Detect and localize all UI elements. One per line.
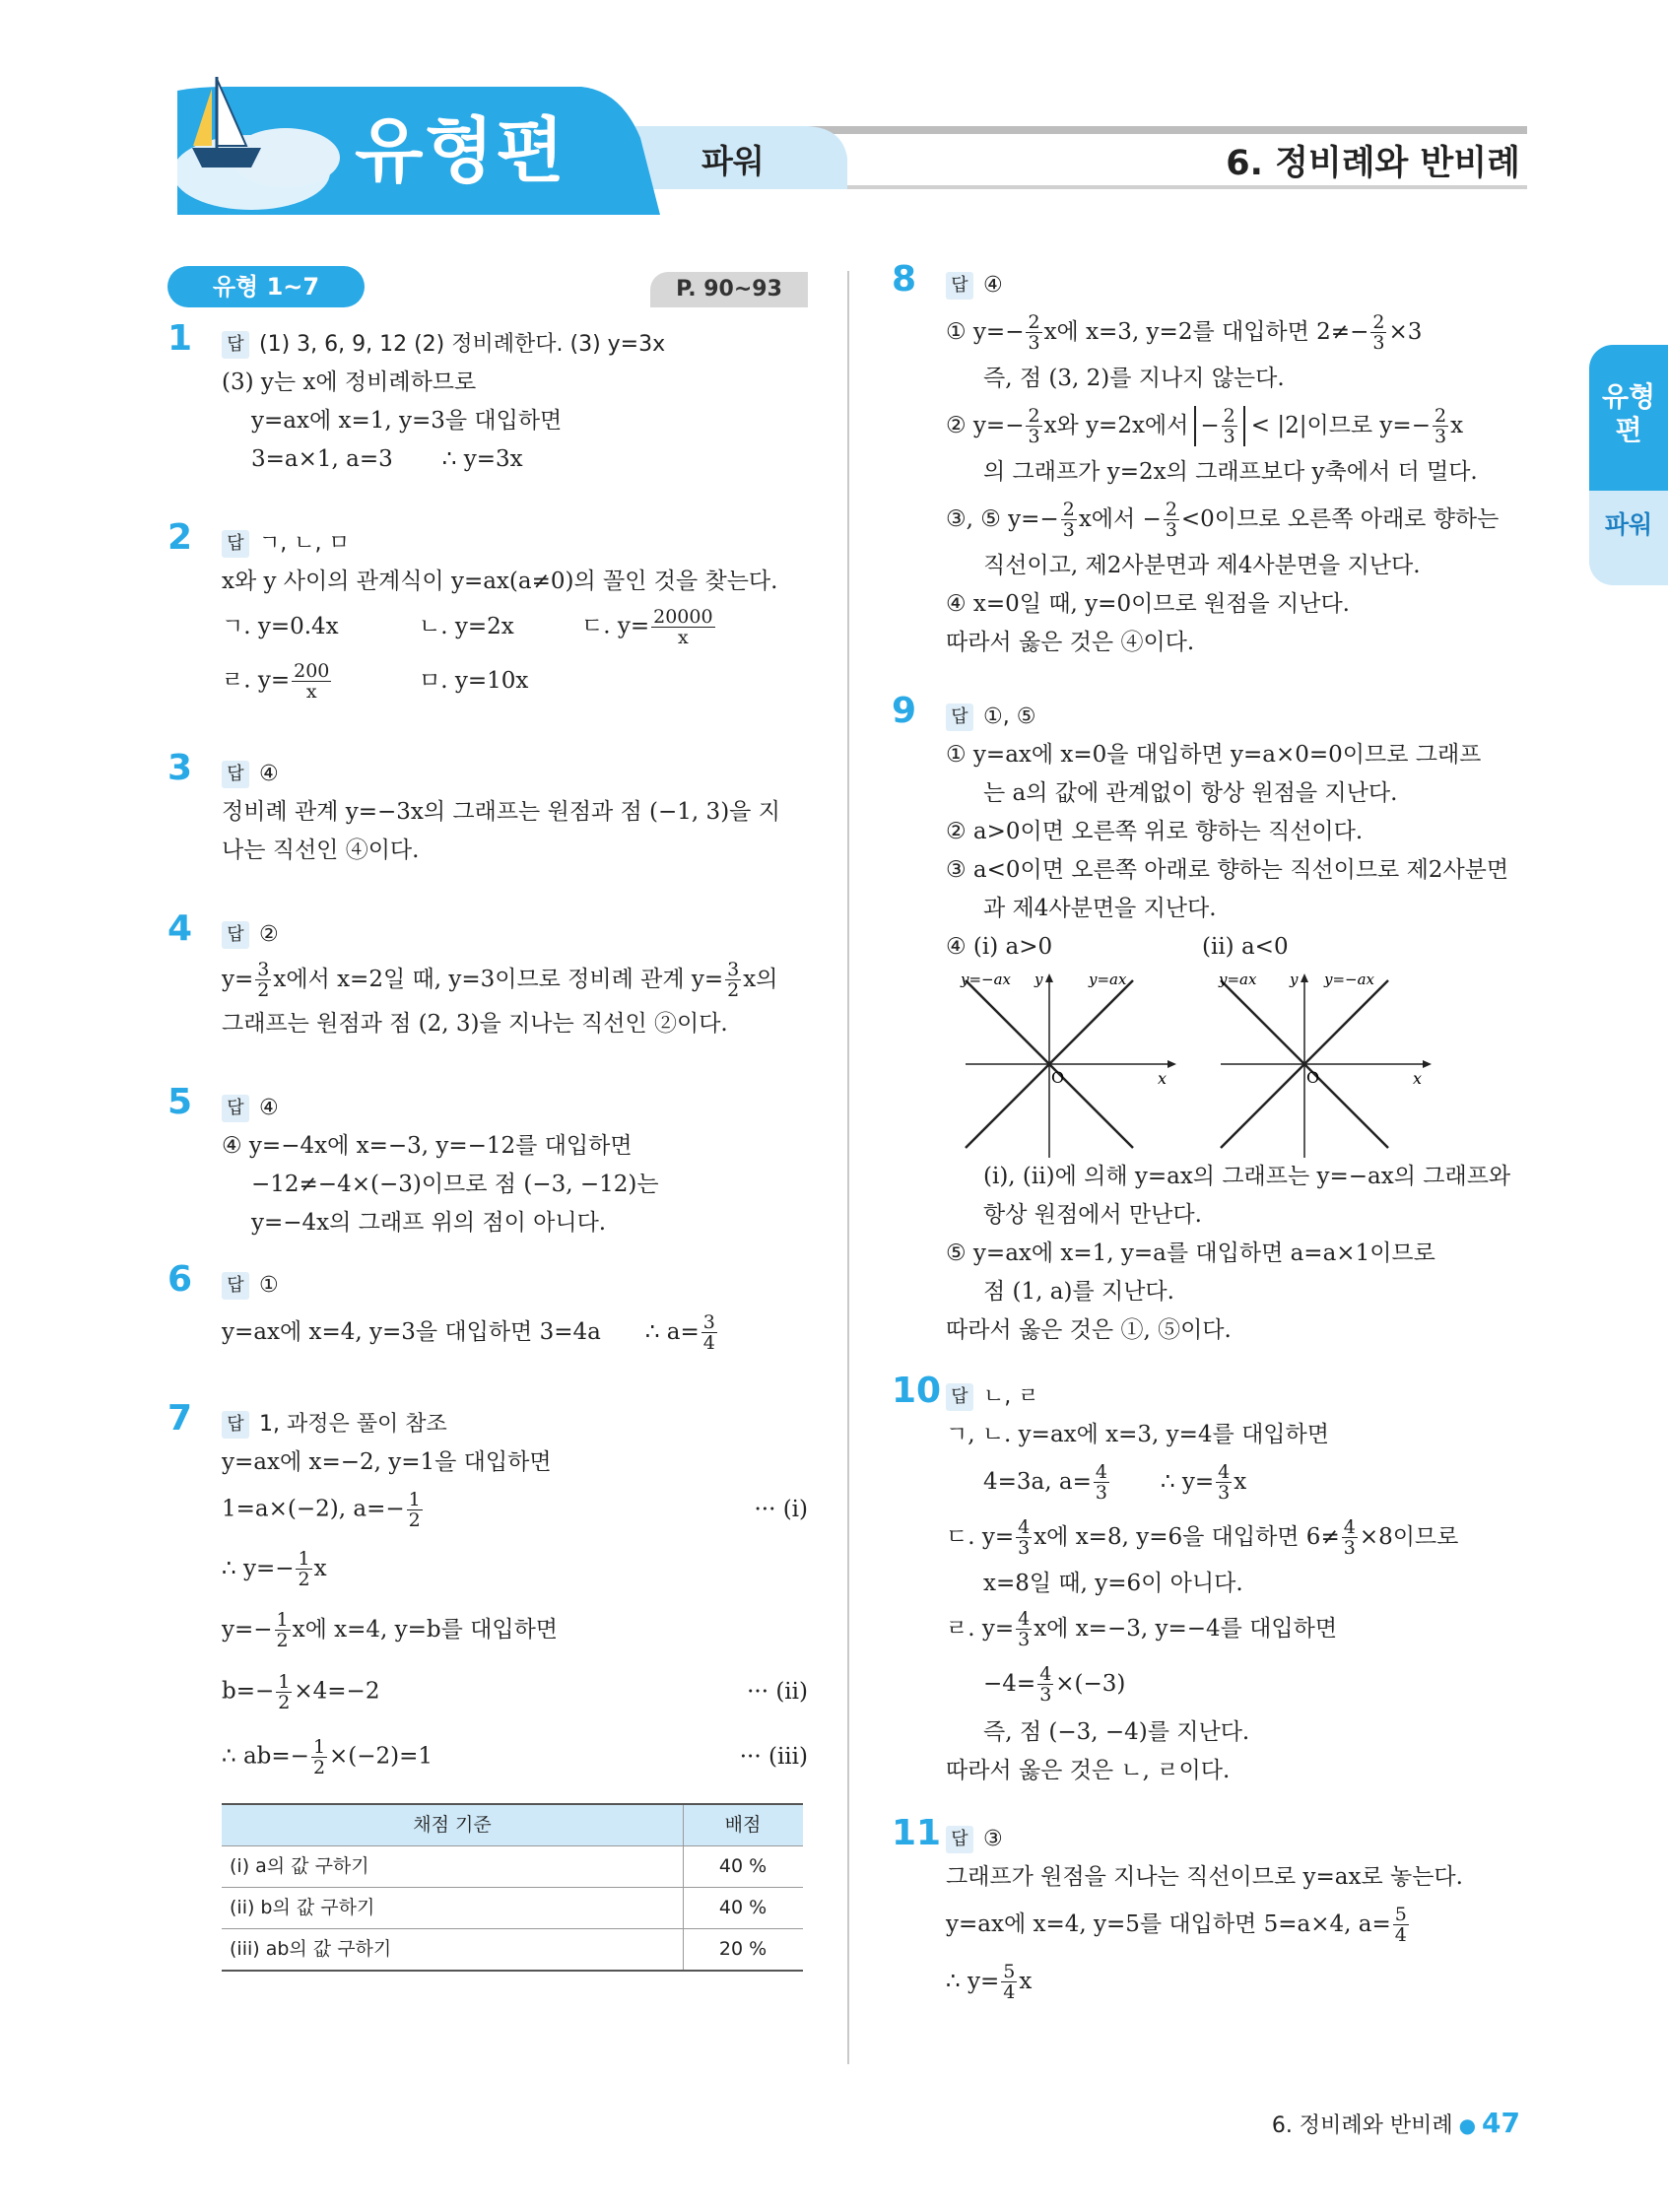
graph-origin: O bbox=[1051, 1068, 1065, 1087]
solution-line: ① y=ax에 x=0을 대입하면 y=a×0=0이므로 그래프 bbox=[946, 742, 1482, 768]
solution-line: ∴ y=− $\frac{1}{2}$ x bbox=[222, 1547, 327, 1590]
solution-line: 1=a×(−2), a=− $\frac{1}{2}$ ··· (i) bbox=[222, 1488, 808, 1531]
solution-line: 3=a×1, a=3 ∴ y=3x bbox=[251, 446, 523, 472]
side-tab-bottom-label: 파워 bbox=[1604, 510, 1653, 539]
solution-line: ③ a<0이면 오른쪽 아래로 향하는 직선이므로 제2사분면 bbox=[946, 857, 1509, 883]
solution-line: ③, ⑤ y=− $\frac{2}{3}$ x에서 − $\frac{2}{3}$ <0이므로 오른쪽 아래로 향하는 bbox=[946, 498, 1500, 541]
answer-text: ① bbox=[259, 1273, 279, 1298]
solution-line: ⑤ y=ax에 x=1, y=a를 대입하면 a=a×1이므로 bbox=[946, 1240, 1435, 1266]
solution-line: 의 그래프가 y=2x의 그래프보다 y축에서 더 멀다. bbox=[983, 459, 1478, 485]
header-title: 유형편 bbox=[355, 109, 567, 192]
graph-label-neg: y=−ax bbox=[1324, 971, 1375, 988]
solution-line: ∴ ab=− $\frac{1}{2}$ ×(−2)=1 ··· (iii) bbox=[222, 1735, 808, 1778]
solution-line: ㄱ, ㄴ. y=ax에 x=3, y=4를 대입하면 bbox=[946, 1422, 1329, 1447]
problem-4 bbox=[167, 908, 808, 1043]
side-index-tab[interactable] bbox=[1589, 345, 1668, 591]
graph-label-pos: y=ax bbox=[1089, 971, 1127, 988]
problem-number: 10 bbox=[892, 1371, 942, 1411]
solution-line: y=ax에 x=4, y=3을 대입하면 3=4a ∴ a= $\frac{3}{4}$ bbox=[222, 1310, 715, 1354]
answer-text: ② bbox=[259, 922, 279, 947]
graph-axis-y: y bbox=[1034, 971, 1043, 988]
section-bar bbox=[167, 266, 808, 307]
solution-line: 따라서 옳은 것은 ㄴ, ㄹ이다. bbox=[946, 1758, 1231, 1783]
header-banner bbox=[0, 0, 1668, 236]
problem-number: 4 bbox=[167, 908, 193, 949]
solution-line: ④ (i) a>0 (ii) a<0 bbox=[946, 934, 1289, 960]
answer-badge: 답 bbox=[946, 1383, 973, 1411]
solution-line: y=− $\frac{1}{2}$ x에 x=4, y=b를 대입하면 bbox=[222, 1608, 559, 1651]
graph-axis-x: x bbox=[1158, 1069, 1168, 1088]
answer-badge: 답 bbox=[222, 921, 249, 949]
problem-number: 8 bbox=[892, 259, 917, 300]
answer-text: 1, 과정은 풀이 참조 bbox=[259, 1412, 447, 1437]
solution-line: 항상 원점에서 만난다. bbox=[983, 1202, 1202, 1228]
header-tab: 파워 bbox=[701, 142, 765, 180]
answer-badge: 답 bbox=[222, 761, 249, 788]
solution-line: −4= $\frac{4}{3}$ ×(−3) bbox=[983, 1662, 1126, 1706]
solution-line: y=ax에 x=−2, y=1을 대입하면 bbox=[222, 1449, 552, 1475]
solution-line: b=− $\frac{1}{2}$ ×4=−2 ··· (ii) bbox=[222, 1670, 808, 1713]
problem-7 bbox=[167, 1398, 808, 1972]
right-column bbox=[892, 259, 1522, 2011]
graph-axis-x: x bbox=[1413, 1069, 1423, 1088]
table-row: (iii) ab의 값 구하기 20 % bbox=[222, 1929, 803, 1972]
choice-e: ㅁ. y=10x bbox=[419, 667, 529, 694]
column-divider bbox=[847, 271, 849, 2064]
graph-b-negative bbox=[1211, 971, 1433, 1158]
solution-line: (i), (ii)에 의해 y=ax의 그래프는 y=−ax의 그래프와 bbox=[983, 1164, 1511, 1189]
problem-number: 11 bbox=[892, 1813, 942, 1853]
answer-text: ㄴ, ㄹ bbox=[983, 1384, 1039, 1409]
footer-dot-icon: ● bbox=[1458, 2113, 1477, 2137]
solution-line: ∴ y= $\frac{5}{4}$ x bbox=[946, 1960, 1033, 2003]
solution-line: (3) y는 x에 정비례하므로 bbox=[222, 369, 477, 395]
solution-line: ② y=− $\frac{2}{3}$ x와 y=2x에서 − $\frac{2}{3}$ < |2|이므로 y=− $\frac{2}{3}$ x bbox=[946, 404, 1464, 447]
solution-line: −12≠−4×(−3)이므로 점 (−3, −12)는 bbox=[251, 1172, 659, 1197]
graph-axis-y: y bbox=[1290, 971, 1299, 988]
problem-number: 2 bbox=[167, 517, 193, 558]
answer-badge: 답 bbox=[946, 1826, 973, 1853]
problem-number: 6 bbox=[167, 1259, 193, 1300]
answer-badge: 답 bbox=[222, 530, 249, 558]
problem-number: 5 bbox=[167, 1082, 193, 1122]
solution-line: 그래프는 원점과 점 (2, 3)을 지나는 직선인 ②이다. bbox=[222, 1011, 728, 1037]
answer-text: ㄱ, ㄴ, ㅁ bbox=[259, 531, 350, 556]
solution-line: ㄷ. y= $\frac{4}{3}$ x에 x=8, y=6을 대입하면 6≠ $\frac{4}{3}$ ×8이므로 bbox=[946, 1515, 1459, 1559]
choice-a: ㄱ. y=0.4x bbox=[222, 613, 339, 639]
solution-line: 그래프가 원점을 지나는 직선이므로 y=ax로 놓는다. bbox=[946, 1864, 1463, 1890]
section-label: 유형 1~7 bbox=[167, 266, 365, 307]
table-header: 배점 bbox=[684, 1804, 804, 1846]
graph-a-positive bbox=[956, 971, 1177, 1158]
table-header: 채점 기준 bbox=[222, 1804, 684, 1846]
answer-text: ④ bbox=[259, 1096, 279, 1120]
table-row: (i) a의 값 구하기 40 % bbox=[222, 1846, 803, 1888]
solution-line: ① y=− $\frac{2}{3}$ x에 x=3, y=2를 대입하면 2≠− $\frac{2}{3}$ ×3 bbox=[946, 310, 1423, 354]
solution-line: y=−4x의 그래프 위의 점이 아니다. bbox=[251, 1210, 607, 1236]
answer-badge: 답 bbox=[946, 272, 973, 300]
problem-5 bbox=[167, 1082, 808, 1242]
solution-line: y=ax에 x=4, y=5를 대입하면 5=a×4, a= $\frac{5}{4}$ bbox=[946, 1903, 1407, 1946]
problem-9 bbox=[892, 691, 1522, 1350]
solution-line: 즉, 점 (3, 2)를 지나지 않는다. bbox=[983, 366, 1285, 391]
solution-line: y= $\frac{3}{2}$ x에서 x=2일 때, y=3이므로 정비례 관계 y= $\frac{3}{2}$ x의 bbox=[222, 958, 778, 1001]
solution-line: 과 제4사분면을 지난다. bbox=[983, 896, 1217, 921]
graph-label-pos: y=ax bbox=[1219, 971, 1257, 988]
problem-11 bbox=[892, 1813, 1522, 2011]
chapter-title: 6. 정비례와 반비례 bbox=[1226, 144, 1520, 183]
problem-number: 7 bbox=[167, 1398, 193, 1439]
solution-line: 따라서 옳은 것은 ①, ⑤이다. bbox=[946, 1317, 1232, 1343]
solution-line: 정비례 관계 y=−3x의 그래프는 원점과 점 (−1, 3)을 지 bbox=[222, 799, 780, 825]
answer-badge: 답 bbox=[222, 331, 249, 359]
problem-number: 9 bbox=[892, 691, 917, 731]
solution-line: x와 y 사이의 관계식이 y=ax(a≠0)의 꼴인 것을 찾는다. bbox=[222, 569, 778, 594]
problem-number: 1 bbox=[167, 318, 193, 359]
solution-line: x=8일 때, y=6이 아니다. bbox=[983, 1571, 1243, 1596]
footer-chapter: 6. 정비례와 반비례 bbox=[1271, 2113, 1453, 2138]
solution-line: 직선이고, 제2사분면과 제4사분면을 지난다. bbox=[983, 553, 1421, 578]
answer-badge: 답 bbox=[222, 1272, 249, 1300]
answer-text: ④ bbox=[983, 273, 1003, 298]
choice-b: ㄴ. y=2x bbox=[419, 613, 514, 639]
choice-d: ㄹ. y= $\frac{200}{x}$ bbox=[222, 659, 330, 703]
table-row: (ii) b의 값 구하기 40 % bbox=[222, 1888, 803, 1929]
answer-text: ①, ⑤ bbox=[983, 704, 1036, 729]
scoring-table bbox=[222, 1803, 803, 1972]
solution-line: 즉, 점 (−3, −4)를 지난다. bbox=[983, 1719, 1250, 1745]
problem-number: 3 bbox=[167, 748, 193, 788]
solution-line: y=ax에 x=1, y=3을 대입하면 bbox=[251, 408, 563, 434]
solution-line: 나는 직선인 ④이다. bbox=[222, 838, 420, 863]
solution-line: 점 (1, a)를 지난다. bbox=[983, 1279, 1174, 1305]
answer-badge: 답 bbox=[222, 1411, 249, 1439]
page-number: 47 bbox=[1482, 2107, 1520, 2139]
section-pages: P. 90~93 bbox=[650, 272, 808, 307]
solution-line: ② a>0이면 오른쪽 위로 향하는 직선이다. bbox=[946, 819, 1364, 844]
solution-line: ㄹ. y= $\frac{4}{3}$ x에 x=−3, y=−4를 대입하면 bbox=[946, 1607, 1338, 1650]
left-column bbox=[167, 266, 808, 1972]
choice-c: ㄷ. y= $\frac{20000}{x}$ bbox=[581, 605, 713, 648]
answer-badge: 답 bbox=[222, 1095, 249, 1122]
graph-pair bbox=[956, 971, 1522, 1158]
problem-6 bbox=[167, 1259, 808, 1360]
problem-1 bbox=[167, 318, 808, 479]
graph-origin: O bbox=[1306, 1068, 1320, 1087]
solution-line: ④ y=−4x에 x=−3, y=−12를 대입하면 bbox=[222, 1133, 633, 1159]
answer-text: ③ bbox=[983, 1827, 1003, 1851]
answer-text: (1) 3, 6, 9, 12 (2) 정비례한다. (3) y=3x bbox=[259, 332, 666, 357]
problem-10 bbox=[892, 1371, 1522, 1790]
problem-3 bbox=[167, 748, 808, 870]
answer-text: ④ bbox=[259, 762, 279, 786]
side-tab-top-label: 유형편 bbox=[1601, 380, 1656, 446]
problem-8 bbox=[892, 259, 1522, 662]
graph-label-neg: y=−ax bbox=[961, 971, 1012, 988]
solution-line: ④ x=0일 때, y=0이므로 원점을 지난다. bbox=[946, 591, 1350, 617]
page-footer bbox=[1272, 2107, 1520, 2139]
solution-line: 는 a의 값에 관계없이 항상 원점을 지난다. bbox=[983, 780, 1398, 806]
answer-badge: 답 bbox=[946, 704, 973, 731]
solution-line: 따라서 옳은 것은 ④이다. bbox=[946, 630, 1195, 655]
problem-2 bbox=[167, 517, 808, 709]
solution-line: 4=3a, a= $\frac{4}{3}$ ∴ y= $\frac{4}{3}$ x bbox=[983, 1460, 1247, 1504]
